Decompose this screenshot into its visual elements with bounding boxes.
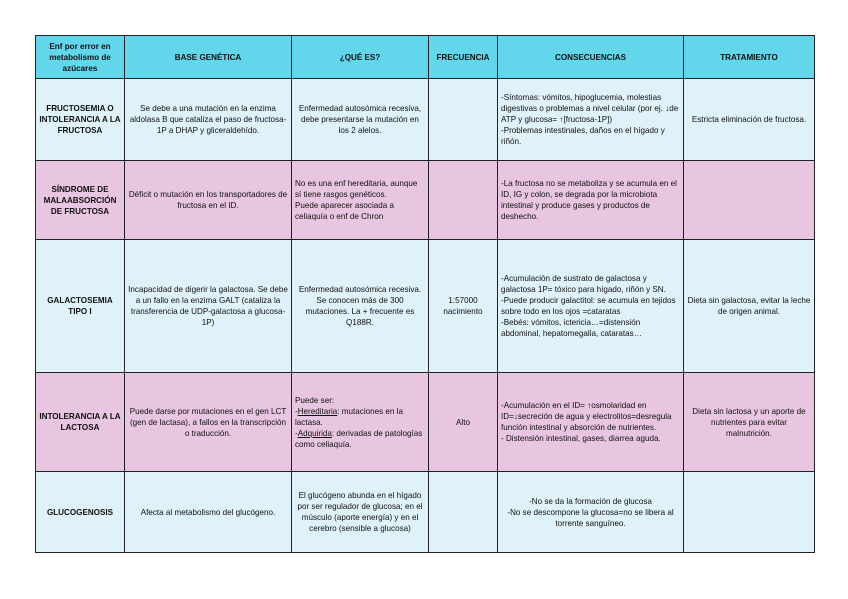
what-is-cell — [292, 79, 429, 161]
consequences-cell — [498, 161, 684, 240]
treatment-cell: Dieta sin galactosa, evitar la leche de origen animal. — [684, 240, 815, 373]
disease-name: GLUCOGENOSIS — [36, 472, 125, 553]
treatment-cell — [684, 161, 815, 240]
consequence-line: - Distensión intestinal, gases, diarrea aguda. — [501, 434, 661, 443]
treatment-cell — [684, 472, 815, 553]
header-frequency: FRECUENCIA — [429, 36, 498, 79]
consequences-cell — [498, 373, 684, 472]
header-consequences: CONSECUENCIAS — [498, 36, 684, 79]
table-row — [36, 472, 815, 553]
consequences-cell — [498, 240, 684, 373]
disease-name: FRUCTOSEMIA O INTOLERANCIA A LA FRUCTOSA — [36, 79, 125, 161]
frequency-cell — [429, 472, 498, 553]
what-is-hereditary: -Hereditaria: mutaciones en la lactasa. — [295, 406, 403, 427]
header-genetic-base: BASE GENÉTICA — [125, 36, 292, 79]
what-is-text: Enfermedad autosómica recesiva, debe presentarse la mutación en los 2 alelos. — [298, 104, 422, 135]
what-is-cell — [292, 161, 429, 240]
frequency-cell: 1:57000 nacimiento — [429, 240, 498, 373]
genetic-base-cell: Se debe a una mutación en la enzima aldolasa B que cataliza el paso de fructosa-1P a DHAP y gliceraldehído. — [125, 79, 292, 161]
consequence-line: -Bebés: vómitos, ictericia…=distensión abdominal, hepatomegalia, cataratas… — [501, 318, 642, 338]
treatment-cell: Estricta eliminación de fructosa. — [684, 79, 815, 161]
what-is-intro: Puede ser: — [295, 395, 335, 405]
header-what-is: ¿QUÉ ES? — [292, 36, 429, 79]
header-row — [36, 36, 815, 79]
frequency-cell — [429, 79, 498, 161]
hereditary-label: Hereditaria — [297, 406, 338, 416]
acquired-text: : derivadas de patologías como celiaquía. — [295, 428, 423, 449]
what-is-cell — [292, 373, 429, 472]
table-row — [36, 161, 815, 240]
disease-name: INTOLERANCIA A LA LACTOSA — [36, 373, 125, 472]
consequence-line: -La fructosa no se metaboliza y se acumula en el ID, IG y colon, se degrada por la microbiota intestinal y produce gases y productos de deshecho. — [501, 179, 677, 221]
what-is-acquired: -Adquirida: derivadas de patologías como celiaquía. — [295, 428, 423, 449]
consequence-line: -Acumulación en el ID= ↑osmolaridad en ID=↓secreción de agua y electrolitos=desregula función intestinal y absorción de nutrientes. — [501, 401, 672, 432]
table-row — [36, 240, 815, 373]
consequence-line: -Acumulación de sustrato de galactosa y galactosa 1P= tóxico para hígado, riñón y SN. — [501, 274, 666, 294]
consequence-line: -Síntomas: vómitos, hipoglucemia, molestias digestivas o problemas a nivel celular (por ej. ↓de ATP y glucosa= ↑[fructosa-1P]) — [501, 93, 679, 124]
what-is-text: No es una enf hereditaria, aunque sí tiene rasgos genéticos. — [295, 179, 418, 199]
consequence-line: -Problemas intestinales, daños en el hígado y riñón. — [501, 126, 665, 146]
genetic-base-cell: Incapacidad de digerir la galactosa. Se debe a un fallo en la enzima GALT (cataliza la transferencia de UDP-galactosa a glucosa-1P) — [125, 240, 292, 373]
what-is-text: Puede aparecer asociada a celiaquía o enf de Chron — [295, 201, 394, 221]
what-is-cell — [292, 240, 429, 373]
table-row — [36, 79, 815, 161]
disease-name: GALACTOSEMIA TIPO I — [36, 240, 125, 373]
consequence-line: -Puede producir galactitol: se acumula en tejidos sobre todo en los ojos =cataratas — [501, 296, 676, 316]
what-is-text: El glucógeno abunda en el hígado por ser regulador de glucosa; en el músculo (aporte energía) y en el cerebro (sensible a glucosa) — [297, 491, 423, 533]
what-is-cell — [292, 472, 429, 553]
table-row — [36, 373, 815, 472]
consequence-line: -No se descompone la glucosa=no se libera al torrente sanguíneo. — [507, 507, 674, 528]
genetic-base-cell: Puede darse por mutaciones en el gen LCT (gen de lactasa), a fallos en la transcripción o traducción. — [125, 373, 292, 472]
metabolism-disorders-table — [35, 35, 815, 553]
disease-name: SÍNDROME DE MALAABSORCIÓN DE FRUCTOSA — [36, 161, 125, 240]
frequency-cell: Alto — [429, 373, 498, 472]
frequency-cell — [429, 161, 498, 240]
hereditary-text: : mutaciones en la lactasa. — [295, 406, 403, 427]
genetic-base-cell: Déficit o mutación en los transportadores de fructosa en el ID. — [125, 161, 292, 240]
consequences-cell — [498, 472, 684, 553]
what-is-text: Enfermedad autosómica recesiva. Se conocen más de 300 mutaciones. La + frecuente es Q188R. — [298, 285, 422, 327]
acquired-label: Adquirida — [297, 428, 332, 438]
treatment-cell: Dieta sin lactosa y un aporte de nutrientes para evitar malnutrición. — [684, 373, 815, 472]
header-treatment: TRATAMIENTO — [684, 36, 815, 79]
consequence-line: -No se da la formación de glucosa — [529, 496, 652, 506]
header-disease: Enf por error en metabolismo de azúcares — [36, 36, 125, 79]
genetic-base-cell: Afecta al metabolismo del glucógeno. — [125, 472, 292, 553]
consequences-cell — [498, 79, 684, 161]
